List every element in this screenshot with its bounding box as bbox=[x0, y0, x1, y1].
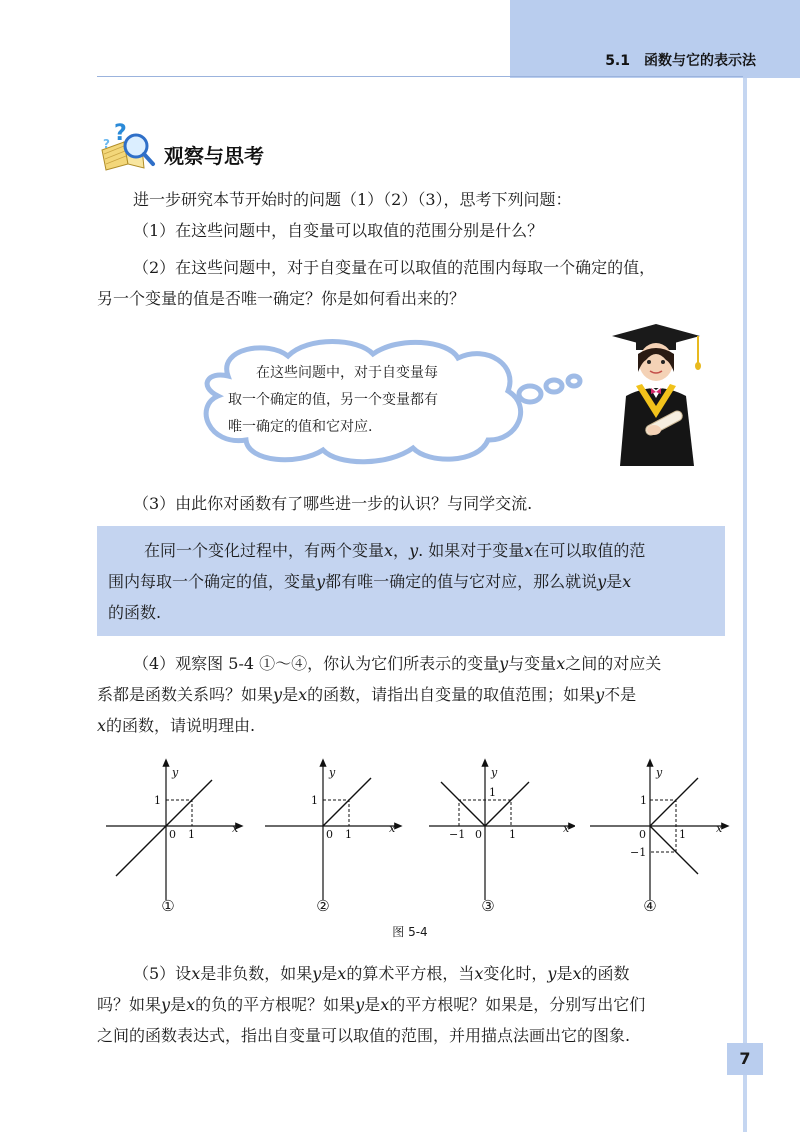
origin-label: 0 bbox=[639, 828, 646, 841]
y-axis-label: y bbox=[329, 766, 336, 779]
y-tick-label: 1 bbox=[311, 794, 318, 807]
origin-label: 0 bbox=[475, 828, 482, 841]
graph-4-label: ④ bbox=[643, 897, 657, 915]
x-tick-label: 1 bbox=[345, 828, 352, 841]
question-5-line-1: （5）设x是非负数，如果y是x的算术平方根，当x变化时，y是x的函数 bbox=[133, 964, 630, 983]
definition-line-1: 在同一个变化过程中，有两个变量x，y. 如果对于变量x在可以取值的范 bbox=[144, 541, 646, 560]
y-axis-label: y bbox=[656, 766, 663, 779]
graph-2 bbox=[259, 758, 409, 908]
page-number: 7 bbox=[727, 1043, 763, 1075]
svg-text:?: ? bbox=[103, 137, 110, 151]
definition-line-2: 围内每取一个确定的值，变量y都有唯一确定的值与它对应，那么就说y是x bbox=[108, 572, 632, 591]
running-header bbox=[605, 50, 756, 70]
y-tick-label: 1 bbox=[640, 794, 647, 807]
y-axis-label: y bbox=[491, 766, 498, 779]
x-axis-label: x bbox=[716, 822, 723, 835]
question-5-line-3: 之间的函数表达式，指出自变量可以取值的范围，并用描点法画出它的图象. bbox=[97, 1026, 631, 1045]
graduate-student-illustration bbox=[600, 318, 712, 466]
x-neg-tick-label: −1 bbox=[449, 828, 466, 841]
graph-4 bbox=[586, 758, 736, 908]
header-rule bbox=[97, 76, 743, 77]
x-tick-label: 1 bbox=[188, 828, 195, 841]
origin-label: 0 bbox=[169, 828, 176, 841]
y-neg-tick-label: −1 bbox=[630, 846, 647, 859]
cloud-line-1: 在这些问题中，对于自变量每 bbox=[256, 365, 438, 381]
y-tick-label: 1 bbox=[489, 786, 496, 799]
question-4-line-3: x的函数，请说明理由. bbox=[97, 716, 256, 735]
section-number: 5.1 bbox=[605, 53, 630, 69]
question-5-line-2: 吗？如果y是x的负的平方根呢？如果y是x的平方根呢？如果是，分别写出它们 bbox=[97, 995, 646, 1014]
x-axis-label: x bbox=[232, 822, 239, 835]
origin-label: 0 bbox=[326, 828, 333, 841]
y-tick-label: 1 bbox=[154, 794, 161, 807]
question-2-line-2: 另一个变量的值是否唯一确定？你是如何看出来的？ bbox=[97, 289, 466, 308]
magnifier-book-icon bbox=[98, 120, 156, 172]
y-axis-label: y bbox=[172, 766, 179, 779]
intro-paragraph: 进一步研究本节开始时的问题（1）（2）（3），思考下列问题： bbox=[133, 190, 572, 209]
cloud-line-3: 唯一确定的值和它对应. bbox=[228, 419, 373, 435]
svg-text:?: ? bbox=[114, 121, 127, 146]
x-tick-label: 1 bbox=[509, 828, 516, 841]
question-3: （3）由此你对函数有了哪些进一步的认识？与同学交流. bbox=[133, 494, 533, 513]
graph-3-label: ③ bbox=[481, 897, 495, 915]
graph-1-label: ① bbox=[161, 897, 175, 915]
definition-line-3: 的函数. bbox=[108, 603, 162, 622]
x-axis-label: x bbox=[389, 822, 396, 835]
section-heading: 函数与它的表示法 bbox=[644, 53, 756, 69]
graph-2-label: ② bbox=[316, 897, 330, 915]
graph-1 bbox=[100, 758, 250, 908]
question-4-line-2: 系都是函数关系吗？如果y是x的函数，请指出自变量的取值范围；如果y不是 bbox=[97, 685, 637, 704]
cloud-text bbox=[228, 360, 478, 441]
graph-3 bbox=[425, 758, 575, 908]
definition-text bbox=[108, 535, 720, 628]
question-2-line-1: （2）在这些问题中，对于自变量在可以取值的范围内每取一个确定的值， bbox=[133, 258, 656, 277]
section-title: 观察与思考 bbox=[164, 144, 264, 168]
question-4-line-1: （4）观察图 5-4 ①～④，你认为它们所表示的变量y与变量x之间的对应关 bbox=[133, 654, 662, 673]
figure-caption: 图 5-4 bbox=[392, 925, 428, 939]
question-1: （1）在这些问题中，自变量可以取值的范围分别是什么？ bbox=[133, 221, 544, 240]
x-axis-label: x bbox=[563, 822, 570, 835]
cloud-line-2: 取一个确定的值，另一个变量都有 bbox=[228, 392, 438, 408]
x-tick-label: 1 bbox=[679, 828, 686, 841]
